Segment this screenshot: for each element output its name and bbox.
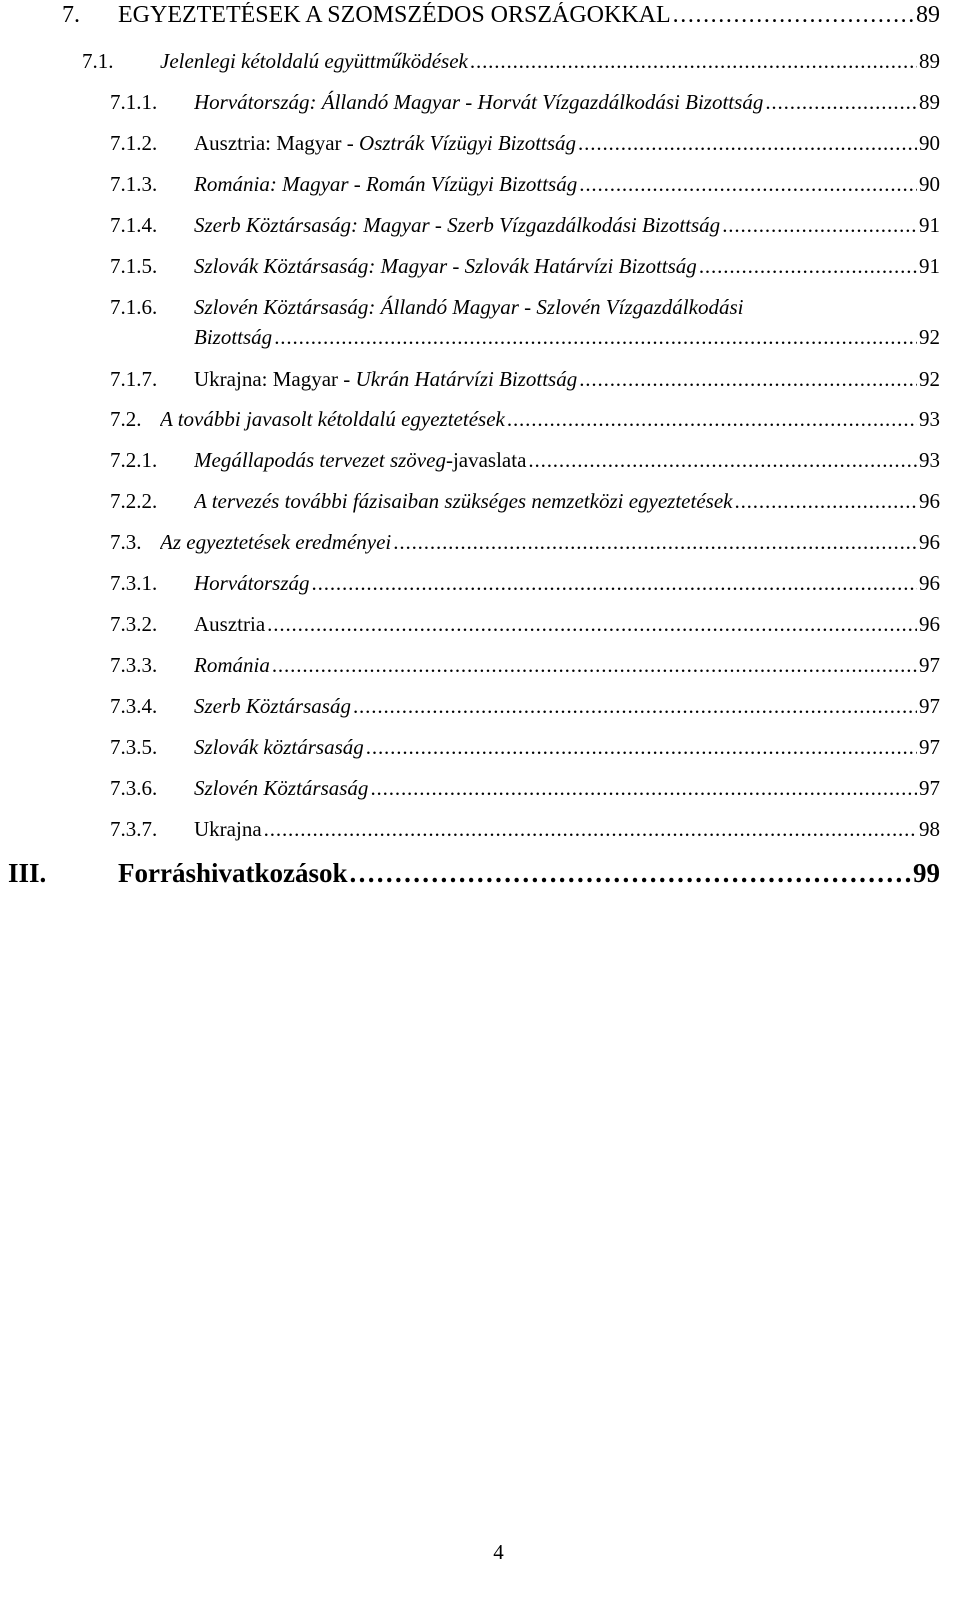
- toc-number: 7.2.1.: [110, 448, 158, 472]
- toc-number: 7.3.2.: [110, 612, 158, 636]
- toc-leader: [579, 171, 917, 197]
- toc-page: 92: [919, 367, 940, 391]
- toc-title: Horvátország: Állandó Magyar - Horvát Vízgazdálkodási Bizottság: [194, 90, 764, 114]
- toc-chapter-7[interactable]: [62, 2, 940, 32]
- toc-page: 97: [919, 735, 940, 759]
- toc-page: 91: [919, 213, 940, 237]
- toc-leader: [765, 89, 917, 115]
- toc-leader: [673, 2, 914, 28]
- toc-number: 7.3.5.: [110, 735, 158, 759]
- toc-number: 7.: [62, 2, 80, 28]
- toc-leader: [470, 48, 917, 74]
- toc-number: 7.3.3.: [110, 653, 158, 677]
- toc-title: Forráshivatkozások: [118, 858, 348, 888]
- toc-number: 7.3.6.: [110, 776, 158, 800]
- toc-page: 97: [919, 776, 940, 800]
- toc-title: EGYEZTETÉSEK A SZOMSZÉDOS ORSZÁGOKKAL: [118, 2, 671, 28]
- toc-title: Szerb Köztársaság: [194, 694, 351, 718]
- toc-leader: [579, 366, 917, 392]
- toc-page: 93: [919, 407, 940, 431]
- toc-page: 92: [919, 325, 940, 349]
- toc-title: Az egyeztetések eredményei: [160, 530, 392, 554]
- toc-page: 89: [919, 90, 940, 114]
- toc-page: 89: [916, 2, 940, 28]
- toc-number: 7.1.: [82, 49, 114, 73]
- toc-title: A tervezés további fázisaiban szükséges nemzetközi egyeztetések: [194, 489, 733, 513]
- toc-title-line2: Bizottság: [194, 325, 273, 349]
- toc-leader: [267, 611, 917, 637]
- toc-page: 97: [919, 653, 940, 677]
- toc-number: 7.3.1.: [110, 571, 158, 595]
- toc-page: 98: [919, 817, 940, 841]
- toc-number: 7.1.4.: [110, 213, 158, 237]
- toc-title: Horvátország: [194, 571, 310, 595]
- toc-title-line1: Szlovén Köztársaság: Állandó Magyar - Szlovén Vízgazdálkodási: [194, 295, 744, 319]
- toc-part-3[interactable]: [8, 856, 940, 890]
- toc-title-part: javaslata: [452, 448, 527, 472]
- toc-title: Szlovák Köztársaság: Magyar - Szlovák Határvízi Bizottság: [194, 254, 697, 278]
- toc-title: Szlovák köztársaság: [194, 735, 364, 759]
- toc-title: Románia: Magyar - Román Vízügyi Bizottság: [194, 172, 578, 196]
- toc-number: 7.3.7.: [110, 817, 158, 841]
- toc-leader: [370, 775, 917, 801]
- toc-leader: [734, 488, 917, 514]
- toc-number: 7.1.3.: [110, 172, 158, 196]
- toc-leader: [393, 529, 917, 555]
- toc-entry-7-1-6[interactable]: [110, 294, 940, 350]
- toc-number: 7.3.: [110, 530, 142, 554]
- toc-title: Jelenlegi kétoldalú együttműködések: [160, 49, 468, 73]
- toc-title: A további javasolt kétoldalú egyeztetések: [160, 407, 505, 431]
- toc-number: 7.1.7.: [110, 367, 158, 391]
- toc-page: 96: [919, 489, 940, 513]
- toc-number: III.: [8, 858, 47, 888]
- toc-number: 7.2.2.: [110, 489, 158, 513]
- toc-number: 7.2.: [110, 407, 142, 431]
- toc-page: 96: [919, 612, 940, 636]
- toc-leader: [312, 570, 917, 596]
- toc-title-part: Megállapodás tervezet szöveg-: [194, 448, 453, 472]
- toc-title-part: Ausztria: Magyar -: [194, 131, 360, 155]
- toc-leader: [578, 130, 917, 156]
- toc-number: 7.1.6.: [110, 295, 158, 319]
- toc-title-part: Ukrán Határvízi Bizottság: [355, 367, 578, 391]
- toc-page: 97: [919, 694, 940, 718]
- toc-leader: [353, 693, 917, 719]
- toc-page: 96: [919, 530, 940, 554]
- toc-leader: [272, 652, 917, 678]
- toc-leader: [722, 212, 917, 238]
- toc-page: 91: [919, 254, 940, 278]
- toc-leader: [699, 253, 917, 279]
- toc-number: 7.3.4.: [110, 694, 158, 718]
- toc-leader: [264, 816, 917, 842]
- toc-title: Szlovén Köztársaság: [194, 776, 369, 800]
- toc-page: 96: [919, 571, 940, 595]
- toc-leader: [350, 856, 912, 890]
- toc-page: 90: [919, 131, 940, 155]
- toc-page: 90: [919, 172, 940, 196]
- toc-leader: [274, 324, 917, 350]
- toc-page: 89: [919, 49, 940, 73]
- toc-title: Szerb Köztársaság: Magyar - Szerb Vízgazdálkodási Bizottság: [194, 213, 721, 237]
- toc-number: 7.1.5.: [110, 254, 158, 278]
- toc-title: Románia: [194, 653, 270, 677]
- toc-title: Ausztria: [194, 612, 266, 636]
- toc-leader: [366, 734, 917, 760]
- toc-number: 7.1.1.: [110, 90, 158, 114]
- toc-title: Ukrajna: [194, 817, 262, 841]
- toc-leader: [507, 406, 917, 432]
- toc-page: 93: [919, 448, 940, 472]
- page-number: 4: [493, 1540, 504, 1564]
- toc-leader: [528, 447, 917, 473]
- toc-page: 99: [913, 858, 940, 888]
- toc-title-part: Ukrajna: Magyar -: [194, 367, 356, 391]
- toc-title-part: Osztrák Vízügyi Bizottság: [359, 131, 577, 155]
- toc-number: 7.1.2.: [110, 131, 158, 155]
